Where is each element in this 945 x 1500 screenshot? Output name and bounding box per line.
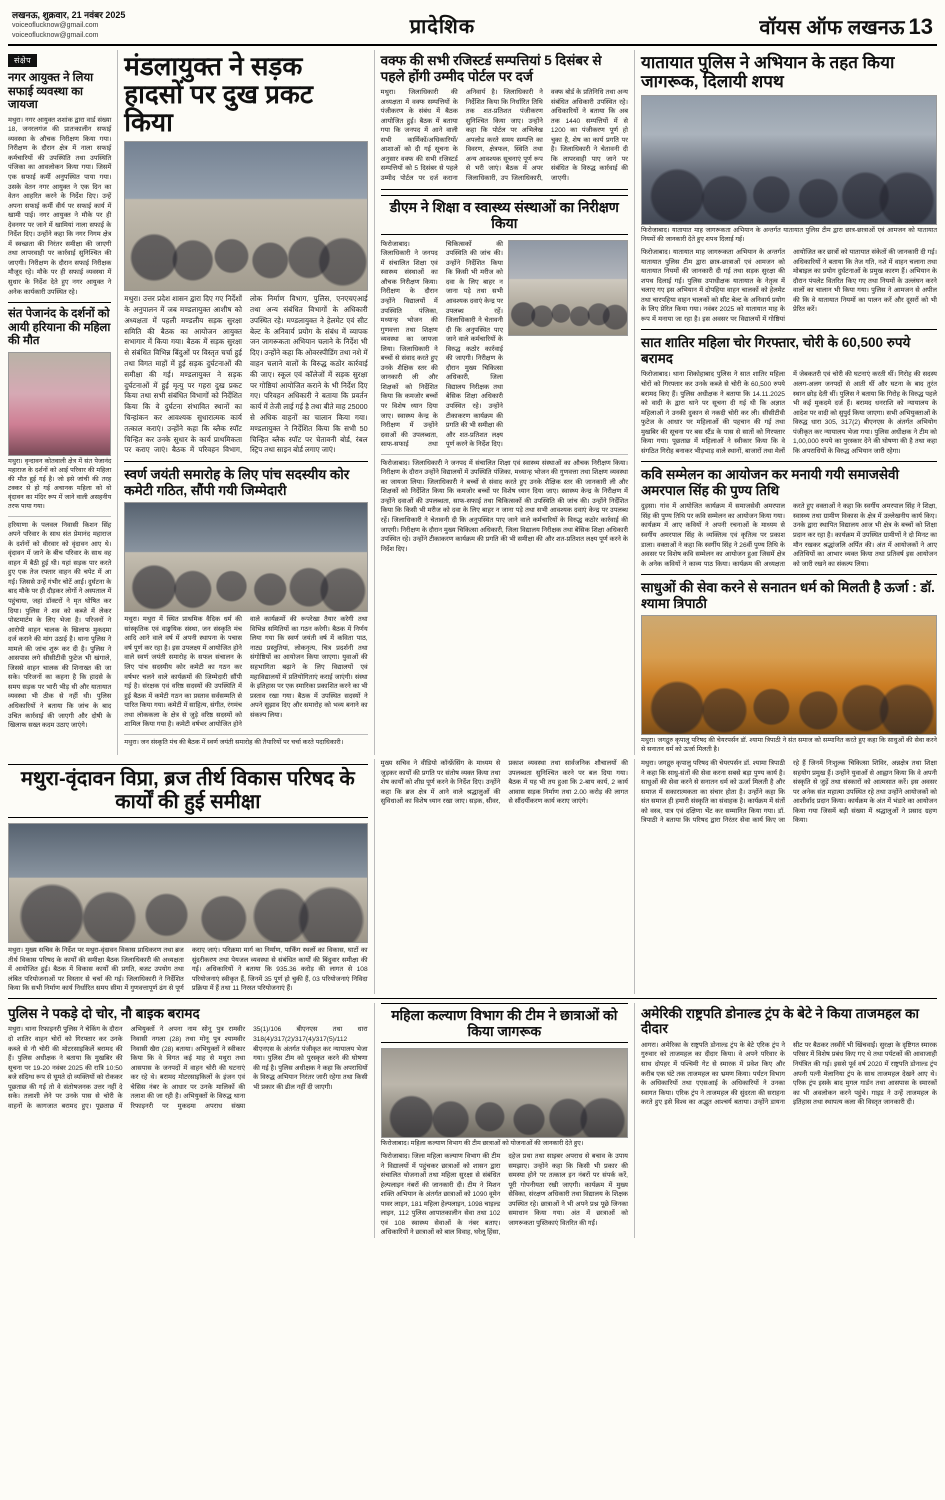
column-d — [634, 50, 937, 755]
kicker-badge: संक्षेप — [8, 54, 37, 67]
story-c2-photo — [508, 240, 628, 336]
story-d2-body: फिरोजाबाद। थाना शिकोहाबाद पुलिस ने सात शातिर महिला चोरों को गिरफ्तार कर उनके कब्जे से चोरी के 60,500 रुपये बरामद किए हैं। पुलिस अधीक्षक ने बताया कि 14.11.2025 को वादी के द्वारा थाने पर सूचना दी गई थी कि अज्ञात महिलाओं ने उनकी दुकान से नकदी चोरी कर ली। सीसीटीवी फुटेज के आधार पर महिलाओं की पहचान की गई तथा मुखबिर की सूचना पर बस स्टैंड के पास से सातों को गिरफ्तार किया गया। पूछताछ में महिलाओं ने स्वीकार किया कि वे संगठित गिरोह बनाकर भीड़भाड़ वाले स्थानों, बाजारों तथा मेलों में जेबकतरी एवं चोरी की घटनाएं करती थीं। गिरोह की सदस्य अलग-अलग जनपदों से आती थीं और घटना के बाद तुरंत स्थान छोड़ देती थीं। पुलिस ने बताया कि गिरोह के विरुद्ध पहले भी कई मुकदमे दर्ज हैं। बरामद धनराशि को न्यायालय के आदेश पर वादी को सुपुर्द किया जाएगा। सभी अभियुक्ताओं के विरुद्ध धारा 305, 317(2) बीएनएस के अंतर्गत अभियोग पंजीकृत कर न्यायालय भेजा गया। पुलिस अधीक्षक ने टीम को 1,00,000 रुपये का पुरस्कार देने की घोषणा की है तथा कहा कि अपराधियों के विरुद्ध अभियान जारी रहेगा। — [640, 371, 937, 455]
banner-left-block — [8, 759, 368, 994]
mahila-block — [374, 1003, 628, 1238]
email-line-1: voiceoflucknow@gmail.com — [12, 22, 99, 30]
story-b2-photo — [124, 502, 367, 612]
lead-story-photo — [124, 141, 367, 291]
story-d4-body: मथुरा। जगद्गुरु कृपालु परिषद की चेयरपर्सन डॉ. श्यामा त्रिपाठी ने कहा कि साधु-संतों की सेवा करना सबसे बड़ा पुण्य कार्य है। साधुओं की सेवा करने से सनातन धर्म को ऊर्जा मिलती है और समाज में सकारात्मकता का संचार होता है। उन्होंने कहा कि संत समाज ही हमारी संस्कृति का संवाहक है। कार्यक्रम में संतों को वस्त्र, पात्र एवं दक्षिणा भेंट कर सम्मानित किया गया। डॉ. त्रिपाठी ने बताया कि परिषद द्वारा निरंतर सेवा कार्य किए जा रहे हैं जिनमें निःशुल्क चिकित्सा शिविर, अन्नक्षेत्र तथा शिक्षा सहयोग प्रमुख हैं। उन्होंने युवाओं से आह्वान किया कि वे अपनी संस्कृति से जुड़ें तथा संस्कारों को आत्मसात करें। इस अवसर पर अनेक संत महात्मा उपस्थित रहे तथा उन्होंने आयोजकों को आशीर्वाद प्रदान किया। कार्यक्रम के अंत में भंडारे का आयोजन किया गया जिसमें बड़ी संख्या में श्रद्धालुओं ने प्रसाद ग्रहण किया। — [640, 760, 937, 825]
masthead-left — [12, 9, 125, 40]
column-b — [117, 50, 367, 755]
masthead — [8, 0, 937, 46]
trump-body: आगरा। अमेरिका के राष्ट्रपति डोनाल्ड ट्रंप के बेटे एरिक ट्रंप ने गुरुवार को ताजमहल का दीदार किया। वे अपने परिवार के साथ दोपहर में पश्चिमी गेट से स्मारक में प्रवेश किए और करीब एक घंटे तक ताजमहल का भ्रमण किया। पर्यटन विभाग के अधिकारियों तथा एएसआई के अधिकारियों ने उनका स्वागत किया। एरिक ट्रंप ने ताजमहल की सुंदरता की सराहना करते हुए इसे विश्व का अद्भुत आश्चर्य बताया। उन्होंने डायना सीट पर बैठकर तस्वीरें भी खिंचवाईं। सुरक्षा के दृष्टिगत स्मारक परिसर में विशेष प्रबंध किए गए थे तथा पर्यटकों की आवाजाही नियंत्रित की गई। इससे पूर्व वर्ष 2020 में राष्ट्रपति डोनाल्ड ट्रंप अपनी पत्नी मेलानिया ट्रंप के साथ ताजमहल देखने आए थे। एरिक ट्रंप इसके बाद मुगल गार्डन तथा आसपास के स्मारकों का भी अवलोकन करने पहुंचे। गाइड ने उन्हें ताजमहल के इतिहास तथा स्थापत्य कला की विस्तृत जानकारी दी। — [640, 1041, 937, 1107]
story-c2-body: फिरोजाबाद। जिलाधिकारी ने जनपद में संचालित शिक्षा एवं स्वास्थ्य संस्थाओं का औचक निरीक्षण किया। निरीक्षण के दौरान उन्होंने विद्यालयों में उपस्थिति पंजिका, मध्यान्ह भोजन की गुणवत्ता तथा शिक्षण व्यवस्था का जायजा लिया। जिलाधिकारी ने बच्चों से संवाद करते हुए उनके शैक्षिक स्तर की जानकारी ली और शिक्षकों को निर्देशित किया कि कमजोर बच्चों पर विशेष ध्यान दिया जाए। स्वास्थ्य केन्द्र के निरीक्षण में उन्होंने दवाओं की उपलब्धता, साफ-सफाई तथा चिकित्सकों की उपस्थिति की जांच की। उन्होंने निर्देशित किया कि किसी भी मरीज को दवा के लिए बाहर न जाना पड़े तथा सभी आवश्यक दवाएं केन्द्र पर उपलब्ध रहें। जिलाधिकारी ने चेतावनी दी कि अनुपस्थित पाए जाने वाले कर्मचारियों के विरुद्ध कठोर कार्रवाई की जाएगी। निरीक्षण के दौरान मुख्य चिकित्सा अधिकारी, जिला विद्यालय निरीक्षक तथा बेसिक शिक्षा अधिकारी उपस्थित रहे। उन्होंने टीकाकरण कार्यक्रम की प्रगति की भी समीक्षा की और शत-प्रतिशत लक्ष्य पूर्ण करने के निर्देश दिए। — [380, 240, 503, 449]
story-c1-body: मथुरा। जिलाधिकारी की अध्यक्षता में वक्फ सम्पत्तियों के पंजीकरण के संबंध में बैठक आयोजित हुई। बैठक में बताया गया कि जनपद में आने वाली सभी कार्मिकों/अधिकारियों/आशाओं को दी गई सूचना के अनुसार वक्फ की सभी रजिस्टर्ड सम्पत्तियों को 5 दिसंबर से पहले उम्मीद पोर्टल पर दर्ज कराना अनिवार्य है। जिलाधिकारी ने निर्देशित किया कि निर्धारित तिथि तक शत-प्रतिशत पंजीकरण सुनिश्चित किया जाए। उन्होंने कहा कि पोर्टल पर अभिलेख अपलोड करते समय सम्पत्ति का विवरण, क्षेत्रफल, स्थिति तथा अन्य आवश्यक सूचनाएं पूर्ण रूप से भरी जाएं। बैठक में अपर जिलाधिकारी, उप जिलाधिकारी, वक्फ बोर्ड के प्रतिनिधि तथा अन्य संबंधित अधिकारी उपस्थित रहे। अधिकारियों ने बताया कि अब तक 1440 सम्पत्तियों में से 1200 का पंजीकरण पूर्ण हो चुका है, शेष का कार्य प्रगति पर है। जिलाधिकारी ने चेतावनी दी कि लापरवाही पाए जाने पर संबंधित के विरुद्ध कार्रवाई की जाएगी। — [380, 89, 628, 182]
story-d2-headline: सात शातिर महिला चोर गिरफ्तार, चोरी के 60,500 रुपये बरामद — [640, 335, 911, 366]
story-a2-headline: संत पेजानंद के दर्शनों को आयी हरियाना की महिला की मौत — [8, 308, 111, 348]
column-a — [8, 50, 111, 755]
banner-photo — [8, 823, 368, 943]
story-d1-caption: फिरोजाबाद। यातायात माह जागरूकता अभियान के अन्तर्गत यातायात पुलिस टीम द्वारा छात्र-छात्राओं एवं आमजन को यातायात नियमों की जानकारी देते हुए शपथ दिलाई गई। — [640, 227, 937, 244]
story-d3-headline: कवि सम्मेलन का आयोजन कर मनायी गयी समाजसेवी अमरपाल सिंह की पुण्य तिथि — [640, 467, 900, 498]
brand-name: वॉयस ऑफ लखनऊ — [759, 17, 905, 39]
trump-headline: अमेरिकी राष्ट्रपति डोनाल्ड ट्रंप के बेटे ने किया ताजमहल का दीदार — [640, 1005, 919, 1037]
story-c2-banner: डीएम ने शिक्षा व स्वास्थ्य संस्थाओं का निरीक्षण किया — [381, 195, 628, 235]
mahila-body: फिरोजाबाद। जिला महिला कल्याण विभाग की टीम ने विद्यालयों में पहुंचकर छात्राओं को शासन द्वारा संचालित योजनाओं तथा महिला सुरक्षा से संबंधित हेल्पलाइन नंबरों की जानकारी दी। टीम ने मिशन शक्ति अभियान के अंतर्गत छात्राओं को 1090 वूमेन पावर लाइन, 181 महिला हेल्पलाइन, 1098 चाइल्ड लाइन, 112 पुलिस आपातकालीन सेवा तथा 102 एवं 108 स्वास्थ्य सेवाओं के नंबर बताए। अधिकारियों ने छात्राओं को बाल विवाह, घरेलू हिंसा, दहेज प्रथा तथा साइबर अपराध से बचाव के उपाय समझाए। उन्होंने कहा कि किसी भी प्रकार की समस्या होने पर तत्काल इन नंबरों पर संपर्क करें, पूरी गोपनीयता रखी जाएगी। कार्यक्रम में मुख्य सेविका, संरक्षण अधिकारी तथा विद्यालय के शिक्षक उपस्थित रहे। छात्राओं ने भी अपने प्रश्न पूछे जिनका समाधान किया गया। अंत में छात्राओं को जागरूकता पुस्तिकाएं वितरित की गईं। — [380, 1153, 628, 1237]
lead-story-body: मथुरा। उत्तर प्रदेश शासन द्वारा दिए गए निर्देशों के अनुपालन में जब मण्डलायुक्त आशीष को अध्यक्षता में पहली मण्डलीय सड़क सुरक्षा समिति की बैठक का आयोजन आयुक्त सभागार में किया गया। बैठक में सड़क सुरक्षा से संबंधित विभिन्न बिंदुओं पर विस्तृत चर्चा हुई तथा विगत माहों में हुई सड़क दुर्घटनाओं की समीक्षा की गई। मण्डलायुक्त ने सड़क दुर्घटनाओं में हुई मृत्यु पर गहरा दुख प्रकट किया तथा सभी संबंधित विभागों को निर्देशित किया कि वे दुर्घटना संभावित स्थानों का चिन्हांकन कर आवश्यक सुधारात्मक कार्य तत्काल कराएं। उन्होंने कहा कि ब्लैक स्पॉट चिन्हित कर उनके सुधार के कार्य प्राथमिकता पर कराए जाएं। बैठक में परिवहन विभाग, लोक निर्माण विभाग, पुलिस, एनएचएआई तथा अन्य संबंधित विभागों के अधिकारी उपस्थित रहे। मण्डलायुक्त ने हेलमेट एवं सीट बेल्ट के अनिवार्य प्रयोग के संबंध में व्यापक जन जागरूकता अभियान चलाने के निर्देश भी दिए। उन्होंने कहा कि ओवरस्पीडिंग तथा नशे में वाहन चलाने वालों के विरुद्ध कठोर कार्रवाई की जाए। स्कूल एवं कॉलेजों में सड़क सुरक्षा पर गोष्ठियां आयोजित कराने के भी निर्देश दिए गए। परिवहन अधिकारी ने बताया कि प्रवर्तन कार्य में तेजी लाई गई है तथा बीते माह 25000 से अधिक वाहनों का चालान किया गया। मण्डलायुक्त ने निर्देशित किया कि सभी 50 चिन्हित ब्लैक स्पॉट पर चेतावनी बोर्ड, रंबल स्ट्रिप तथा साइन बोर्ड लगाए जाएं। — [124, 294, 368, 455]
story-a2-body: हरियाणा के पलवल निवासी किशन सिंह अपने परिवार के साथ संत प्रेमानंद महाराज के दर्शनों को वीरवार को वृंदावन आए थे। वृंदावन में जाने के बीच परिवार के साथ वह वाहन में बैठी हुई थी। यहां सड़क पार करते हुए एक तेज रफ्तार वाहन की चपेट में आ गई। जिससे उन्हें गंभीर चोटें आईं। दुर्घटना के बाद मौके पर ही दौड़कर लोगों ने अस्पताल में पहुंचाया, जहां डॉक्टरों ने मृत घोषित कर दिया। पुलिस ने शव को कब्जे में लेकर पोस्टमार्टम के लिए भेजा है। परिजनों ने आरोपी वाहन चालक के खिलाफ मुकदमा दर्ज कराने की मांग उठाई है। थाना पुलिस ने मामले की जांच शुरू कर दी है। पुलिस ने आसपास लगे सीसीटीवी फुटेज भी खंगाले, जिससे वाहन चालक की शिनाख्त की जा सके। परिजनों का कहना है कि हादसे के समय सड़क पर भारी भीड़ थी और यातायात व्यवस्था भी ठीक से नहीं थी। पुलिस अधिकारियों ने बताया कि जांच के बाद उचित कार्रवाई की जाएगी और दोषी के खिलाफ सख्त कदम उठाए जाएंगे। — [8, 521, 112, 730]
masthead-right — [759, 13, 933, 40]
police-body: मथुरा। थाना रिफाइनरी पुलिस ने चेकिंग के दौरान दो शातिर वाहन चोरों को गिरफ्तार कर उनके कब्जे से नौ चोरी की मोटरसाइकिलें बरामद की हैं। पुलिस अधीक्षक ने बताया कि मुखबिर की सूचना पर 19-20 नवंबर 2025 की रात्रि 10:50 बजे संदिग्ध रूप से घूमते दो व्यक्तियों को रोककर पूछताछ की गई तो वे संतोषजनक उत्तर नहीं दे सके। तलाशी लेने पर उनके पास से चोरी के वाहनों के कागजात बरामद हुए। पूछताछ में अभियुक्तों ने अपना नाम सोनू पुत्र रामवीर निवासी नगला (28) तथा मोनू पुत्र श्यामवीर निवासी खैरा (28) बताया। अभियुक्तों ने स्वीकार किया कि वे विगत कई माह से मथुरा तथा आसपास के जनपदों में वाहन चोरी की घटनाएं कर रहे थे। बरामद मोटरसाइकिलों के इंजन एवं चेसिस नंबर के आधार पर उनके मालिकों की तलाश की जा रही है। अभियुक्तों के विरुद्ध थाना रिफाइनरी पर मुकदमा अपराध संख्या 35(1)/106 बीएनएस तथा धारा 318(4)/317(2)/317(4)/317(5)/112 बीएनएस के अंतर्गत पंजीकृत कर न्यायालय भेजा गया। पुलिस टीम को पुरस्कृत करने की घोषणा की गई है। पुलिस अधीक्षक ने कहा कि अपराधियों के विरुद्ध अभियान निरंतर जारी रहेगा तथा किसी भी प्रकार की ढील नहीं दी जाएगी। — [8, 1026, 368, 1110]
story-b2-headline: स्वर्ण जयंती समारोह के लिए पांच सदस्यीय कोर कमेटी गठित, सौंपी गयी जिम्मेदारी — [124, 467, 350, 498]
lead-story-headline: मंडलायुक्त ने सड़क हादसों पर दुख प्रकट किया — [124, 51, 313, 138]
story-b2-caption: मथुरा। जन संस्कृति मंच की बैठक में स्वर्ण जयंती समारोह की तैयारियों पर चर्चा करते पदाधिकारी। — [124, 738, 344, 746]
banner-right-block — [374, 759, 628, 994]
section-title: प्रादेशिक — [409, 16, 476, 38]
trump-story-block — [634, 1003, 937, 1238]
story-d3-body: दुड़सा। गांव में आयोजित कार्यक्रम में समाजसेवी अमरपाल सिंह की पुण्य तिथि पर कवि सम्मेलन का आयोजन किया गया। कार्यक्रम में आए कवियों ने अपनी रचनाओं के माध्यम से स्वर्गीय अमरपाल सिंह के व्यक्तित्व एवं कृतित्व पर प्रकाश डाला। वक्ताओं ने कहा कि स्वर्गीय सिंह ने 26वीं पुण्य तिथि के अवसर पर विशेष कवि सम्मेलन का आयोजन हुआ जिसमें क्षेत्र के अनेक कवियों ने काव्य पाठ किया। कार्यक्रम की अध्यक्षता करते हुए वक्ताओं ने कहा कि स्वर्गीय अमरपाल सिंह ने शिक्षा, स्वास्थ्य तथा ग्रामीण विकास के क्षेत्र में उल्लेखनीय कार्य किए। उनके द्वारा स्थापित विद्यालय आज भी क्षेत्र के बच्चों को शिक्षा प्रदान कर रहा है। कार्यक्रम में उपस्थित ग्रामीणों ने दो मिनट का मौन रखकर श्रद्धांजलि अर्पित की। अंत में आयोजकों ने आए अतिथियों का आभार व्यक्त किया तथा प्रतिवर्ष इस आयोजन को जारी रखने का संकल्प लिया। — [640, 503, 937, 568]
story-c1-headline: वक्फ की सभी रजिस्टर्ड सम्पत्तियां 5 दिसंबर से पहले होंगी उम्मीद पोर्टल पर दर्ज — [380, 53, 602, 84]
banner-body-right: मुख्य सचिव ने वीडियो कॉन्फ्रेंसिंग के माध्यम से जुड़कर कार्यों की प्रगति पर संतोष व्यक्त किया तथा शेष कार्यों को शीघ्र पूर्ण करने के निर्देश दिए। उन्होंने कहा कि ब्रज क्षेत्र में आने वाले श्रद्धालुओं की सुविधाओं का विशेष ध्यान रखा जाए। सड़क, सीवर, प्रकाश व्यवस्था तथा सार्वजनिक शौचालयों की उपलब्धता सुनिश्चित करने पर बल दिया गया। बैठक में यह भी तय हुआ कि 2-बाय कार्य, 2 कार्य आवास सड़क निर्माण तथा 2.00 करोड़ की लागत से सौंदर्यीकरण कार्य कराए जाएंगे। — [380, 760, 628, 806]
email-line-2: voiceoflucknow@gmail.com — [12, 31, 99, 39]
story-d1-body: फिरोजाबाद। यातायात माह जागरूकता अभियान के अन्तर्गत यातायात पुलिस टीम द्वारा छात्र-छात्राओं एवं आमजन को यातायात नियमों की जानकारी दी गई तथा सड़क सुरक्षा की शपथ दिलाई गई। पुलिस उपाधीक्षक यातायात के नेतृत्व में चलाए गए इस अभियान में दोपहिया वाहन चालकों को हेलमेट तथा चारपहिया वाहन चालकों को सीट बेल्ट के अनिवार्य प्रयोग के लिए प्रेरित किया गया। नवंबर 2025 को यातायात माह के रूप में मनाया जा रहा है। इस अवसर पर विद्यालयों में गोष्ठियां आयोजित कर छात्रों को यातायात संकेतों की जानकारी दी गई। अधिकारियों ने बताया कि तेज गति, नशे में वाहन चलाना तथा मोबाइल का प्रयोग दुर्घटनाओं के प्रमुख कारण हैं। अभियान के दौरान पंपलेट वितरित किए गए तथा नियमों के उल्लंघन करने वालों का चालान भी किया गया। पुलिस ने आमजन से अपील की कि वे यातायात नियमों का पालन करें और दूसरों को भी प्रेरित करें। — [640, 249, 937, 323]
police-headline: पुलिस ने पकड़े दो चोर, नौ बाइक बरामद — [8, 1005, 200, 1021]
story-d4-caption: मथुरा। जगद्गुरु कृपालु परिषद की चेयरपर्सन डॉ. श्यामा त्रिपाठी ने संत समाज को सम्मानित करते हुए कहा कि साधुओं की सेवा करने से सनातन धर्म को ऊर्जा मिलती है। — [640, 737, 937, 754]
publication-date: लखनऊ, शुक्रवार, 21 नवंबर 2025 — [12, 9, 126, 20]
mahila-photo — [381, 1048, 628, 1138]
mahila-banner: महिला कल्याण विभाग की टीम ने छात्राओं को किया जागरूक — [381, 1003, 628, 1043]
story-c2-extra: फिरोजाबाद। जिलाधिकारी ने जनपद में संचालित शिक्षा एवं स्वास्थ्य संस्थाओं का औचक निरीक्षण किया। निरीक्षण के दौरान उन्होंने विद्यालयों में उपस्थिति पंजिका, मध्यान्ह भोजन की गुणवत्ता तथा शिक्षण व्यवस्था का जायजा लिया। जिलाधिकारी ने बच्चों से संवाद करते हुए उनके शैक्षिक स्तर की जानकारी ली और शिक्षकों को निर्देशित किया कि कमजोर बच्चों पर विशेष ध्यान दिया जाए। स्वास्थ्य केन्द्र के निरीक्षण में उन्होंने दवाओं की उपलब्धता, साफ-सफाई तथा चिकित्सकों की उपस्थिति की जांच की। उन्होंने निर्देशित किया कि किसी भी मरीज को दवा के लिए बाहर न जाना पड़े तथा सभी आवश्यक दवाएं केन्द्र पर उपलब्ध रहें। जिलाधिकारी ने चेतावनी दी कि अनुपस्थित पाए जाने वाले कर्मचारियों के विरुद्ध कठोर कार्रवाई की जाएगी। निरीक्षण के दौरान मुख्य चिकित्सा अधिकारी, जिला विद्यालय निरीक्षक तथा बेसिक शिक्षा अधिकारी उपस्थित रहे। उन्होंने टीकाकरण कार्यक्रम की प्रगति की भी समीक्षा की और शत-प्रतिशत लक्ष्य पूर्ण करने के निर्देश दिए। — [380, 459, 628, 553]
page-number: 13 — [908, 14, 933, 39]
story-d1-photo — [641, 95, 937, 225]
column-c — [374, 50, 628, 755]
story-d4-photo — [641, 615, 937, 735]
story-a1-headline: नगर आयुक्त ने लिया सफाई व्यवस्था का जायजा — [8, 72, 94, 112]
banner-headline: मथुरा-वृंदावन विप्रा, ब्रज तीर्थ विकास परिषद के कार्यों की हुई समीक्षा — [8, 764, 368, 818]
story-d1-headline: यातायात पुलिस ने अभियान के तहत किया जागरूक, दिलायी शपथ — [640, 53, 895, 92]
story-a2-photo — [8, 352, 111, 456]
story-a2-caption: मथुरा। वृन्दावन कोतवाली क्षेत्र में संत पेजानंद महाराज के दर्शनों को आई परिवार की महिला की मौत हुई गई है। जो इसे जांची की तरह टक्कर से हो गई अचानक महिला को वो वृंदावन का मंदिर रूप में जाने वाली असहनीय तरफ पाया गया। — [8, 457, 112, 510]
trump-block — [634, 759, 937, 994]
story-a1-body: मथुरा। नगर आयुक्त शशांक द्वारा वार्ड संख्या 18, जनरलगंज की प्रातःकालीन सफाई व्यवस्था के औचक निरीक्षण किया गया। निरीक्षण के दौरान क्षेत्र में नाला सफाई कर्मचारियों की उपस्थिति तथा उपस्थिति पंजिका का आवलोकन किया गया। जिसमें एक सफाई कर्मी अनुपस्थित पाया गया। उसके वेतन नगर आयुक्त ने एक दिन का वेतन आहरित करने के निर्देश दिए। उन्हें अपना सफाई कर्मी वीर्य पर सफाई कार्य में खामी पाई। नगर आयुक्त ने मौके पर ही देवनगर पर जाने में खामियां नाला सफाई के निर्देश दिए। उन्होंने कहा कि नगर निगम क्षेत्र में स्वच्छता की निरंतर समीक्षा की जाएगी तथा लापरवाही पर कार्रवाई सुनिश्चित की जाएगी। निरीक्षण के दौरान सफाई निरीक्षक मौजूद रहे। मौके पर ही सफाई व्यवस्था में सुधार के निर्देश देते हुए नगर आयुक्त ने अनेक कार्यकारी उपस्थित रहे। — [8, 116, 112, 296]
story-d4-headline: साधुओं की सेवा करने से सनातन धर्म को मिलती है ऊर्जा : डॉ. श्यामा त्रिपाठी — [640, 580, 935, 611]
banner-body-left: मथुरा। मुख्य सचिव के निर्देश पर मथुरा-वृंदावन विकास प्राधिकरण तथा ब्रज तीर्थ विकास परिषद के कार्यों की समीक्षा बैठक जिलाधिकारी की अध्यक्षता में आयोजित हुई। बैठक में विकास कार्यों की प्रगति, बजट उपयोग तथा लंबित परियोजनाओं पर विस्तार से चर्चा की गई। जिलाधिकारी ने निर्देशित किया कि सभी निर्माण कार्य निर्धारित समय सीमा में गुणवत्तापूर्ण ढंग से पूर्ण कराए जाएं। परिक्रमा मार्ग का निर्माण, पार्किंग स्थलों का विकास, घाटों का सुंदरीकरण तथा पेयजल व्यवस्था से संबंधित कार्यों की बिंदुवार समीक्षा की गई। अधिकारियों ने बताया कि 935.36 करोड़ की लागत से 108 परियोजनाएं स्वीकृत हैं, जिनमें 35 पूर्ण हो चुकी हैं, 03 परियोजनाएं निविदा प्रक्रिया में हैं तथा 11 निरस्त परियोजनाएं हैं। — [8, 947, 368, 993]
story-b2-body: मथुरा। मथुरा में स्थित प्राथमिक वैदिक धर्म की सांस्कृतिक एवं वाङ्मयिक संस्था, जन संस्कृति मंच आदि आने वाले वर्ष में अपनी स्थापना के पचास वर्ष पूर्ण कर रहा है। इस उपलक्ष्य में आयोजित होने वाले स्वर्ण जयंती समारोह के सफल संचालन के लिए पांच सदस्यीय कोर कमेटी का गठन कर वर्षभर चलने वाले कार्यक्रमों की जिम्मेदारी सौंपी गई है। संरक्षक एवं वरिष्ठ सदस्यों की उपस्थिति में हुई बैठक में कमेटी गठन का प्रस्ताव सर्वसम्मति से पारित किया गया। कमेटी में साहित्य, संगीत, रंगमंच तथा लोककला के क्षेत्र से जुड़े वरिष्ठ सदस्यों को शामिल किया गया है। कमेटी वर्षभर आयोजित होने वाले कार्यक्रमों की रूपरेखा तैयार करेगी तथा विभिन्न समितियों का गठन करेगी। बैठक में निर्णय लिया गया कि स्वर्ण जयंती वर्ष में कविता पाठ, नाट्य प्रस्तुतियां, लोकनृत्य, चित्र प्रदर्शनी तथा संगोष्ठियों का आयोजन किया जाएगा। युवाओं की सहभागिता बढ़ाने के लिए विद्यालयों एवं महाविद्यालयों में प्रतियोगिताएं कराई जाएंगी। संस्था के इतिहास पर एक स्मारिका प्रकाशित करने का भी प्रस्ताव रखा गया। बैठक में उपस्थित सदस्यों ने अपने सुझाव दिए और समारोह को भव्य बनाने का संकल्प लिया। — [124, 616, 368, 729]
mahila-caption: फिरोजाबाद। महिला कल्याण विभाग की टीम छात्राओं को योजनाओं की जानकारी देते हुए। — [380, 1140, 584, 1148]
police-block — [8, 1003, 368, 1238]
